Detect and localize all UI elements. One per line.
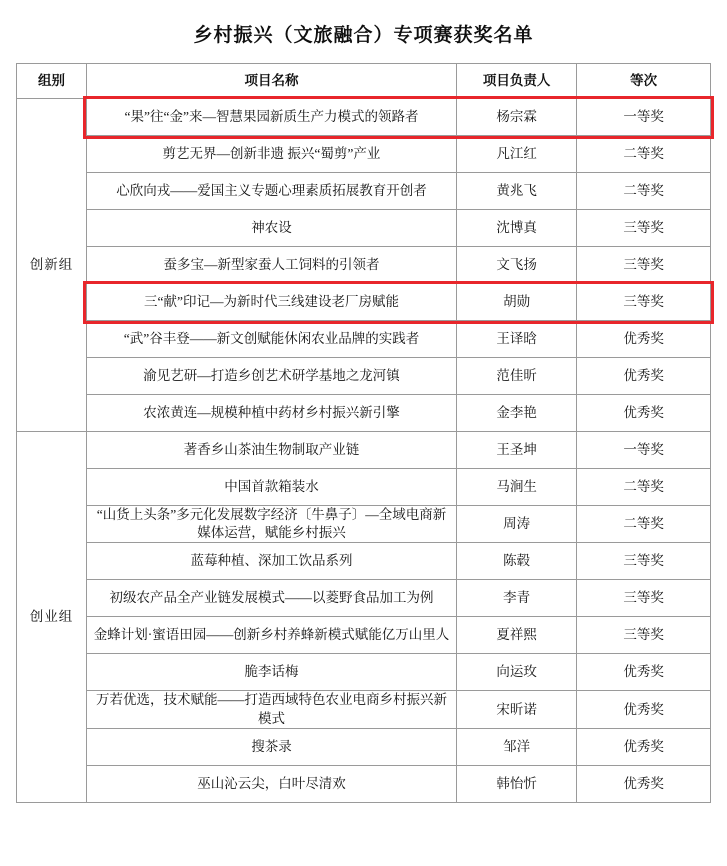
project-name: 神农设 (86, 210, 456, 247)
column-header-group: 组别 (17, 64, 87, 99)
project-name: 初级农产品全产业链发展模式——以菱野食品加工为例 (86, 580, 456, 617)
table-row (17, 469, 711, 506)
column-header-project: 项目名称 (86, 64, 456, 99)
group-cell-entrepreneurship: 创业组 (17, 432, 87, 803)
group-cell-innovation: 创新组 (17, 99, 87, 432)
project-leader: 范佳昕 (457, 358, 577, 395)
table-row (17, 765, 711, 802)
project-leader: 陈毂 (457, 543, 577, 580)
award-level: 三等奖 (577, 284, 711, 321)
award-level: 三等奖 (577, 543, 711, 580)
project-name: 三“献”印记—为新时代三线建设老厂房赋能 (86, 284, 456, 321)
award-level: 三等奖 (577, 210, 711, 247)
project-name: 著香乡山茶油生物制取产业链 (86, 432, 456, 469)
award-level: 三等奖 (577, 617, 711, 654)
project-leader: 宋昕诺 (457, 691, 577, 728)
project-name: “山货上头条”多元化发展数字经济〔牛鼻子〕—全域电商新媒体运营，赋能乡村振兴 (86, 506, 456, 543)
project-leader: 韩怡忻 (457, 765, 577, 802)
award-level: 优秀奖 (577, 395, 711, 432)
table-row (17, 506, 711, 543)
project-name: 渝见艺研—打造乡创艺术研学基地之龙河镇 (86, 358, 456, 395)
table-row (17, 284, 711, 321)
award-list-table (16, 63, 711, 803)
award-level: 优秀奖 (577, 358, 711, 395)
project-name: 心欣向戎——爱国主义专题心理素质拓展教育开创者 (86, 173, 456, 210)
project-name: 万若优选，技术赋能——打造西域特色农业电商乡村振兴新模式 (86, 691, 456, 728)
award-level: 优秀奖 (577, 728, 711, 765)
project-leader: 胡勋 (457, 284, 577, 321)
table-row (17, 728, 711, 765)
project-leader: 杨宗霖 (457, 99, 577, 136)
project-leader: 邹洋 (457, 728, 577, 765)
column-header-leader: 项目负责人 (457, 64, 577, 99)
project-leader: 周涛 (457, 506, 577, 543)
award-level: 一等奖 (577, 99, 711, 136)
project-leader: 凡江红 (457, 136, 577, 173)
project-name: 农浓黄连—规模种植中药材乡村振兴新引擎 (86, 395, 456, 432)
award-level: 优秀奖 (577, 691, 711, 728)
table-body (17, 99, 711, 803)
project-leader: 向运玫 (457, 654, 577, 691)
project-leader: 夏祥熙 (457, 617, 577, 654)
project-leader: 文飞扬 (457, 247, 577, 284)
table-row (17, 247, 711, 284)
project-name: 金蜂计划·蜜语田园——创新乡村养蜂新模式赋能亿万山里人 (86, 617, 456, 654)
project-name: 巫山沁云尖，白叶尽清欢 (86, 765, 456, 802)
table-row (17, 321, 711, 358)
project-leader: 李青 (457, 580, 577, 617)
award-level: 三等奖 (577, 580, 711, 617)
project-name: 蓝莓种植、深加工饮品系列 (86, 543, 456, 580)
table-row (17, 543, 711, 580)
project-name: 剪艺无界—创新非遗 振兴“蜀剪”产业 (86, 136, 456, 173)
project-leader: 沈博真 (457, 210, 577, 247)
table-row (17, 432, 711, 469)
award-level: 三等奖 (577, 247, 711, 284)
award-level: 优秀奖 (577, 654, 711, 691)
award-level: 二等奖 (577, 469, 711, 506)
award-level: 二等奖 (577, 506, 711, 543)
table-header (17, 64, 711, 99)
project-name: 中国首款箱装水 (86, 469, 456, 506)
project-name: “果”往“金”来—智慧果园新质生产力模式的领路者 (86, 99, 456, 136)
project-leader: 黄兆飞 (457, 173, 577, 210)
table-row (17, 136, 711, 173)
table-row (17, 617, 711, 654)
project-name: 脆李话梅 (86, 654, 456, 691)
award-level: 优秀奖 (577, 765, 711, 802)
table-row (17, 210, 711, 247)
project-leader: 王译晗 (457, 321, 577, 358)
table-header-row (17, 64, 711, 99)
project-name: 搜茶录 (86, 728, 456, 765)
project-name: “武”谷丰登——新文创赋能休闲农业品牌的实践者 (86, 321, 456, 358)
table-row (17, 99, 711, 136)
page-title: 乡村振兴（文旅融合）专项赛获奖名单 (193, 25, 534, 46)
award-level: 一等奖 (577, 432, 711, 469)
award-level: 二等奖 (577, 173, 711, 210)
award-level: 二等奖 (577, 136, 711, 173)
table-row (17, 580, 711, 617)
project-leader: 金李艳 (457, 395, 577, 432)
table-row (17, 654, 711, 691)
table-row (17, 691, 711, 728)
column-header-level: 等次 (577, 64, 711, 99)
table-row (17, 395, 711, 432)
table-row (17, 173, 711, 210)
project-leader: 马涧生 (457, 469, 577, 506)
table-row (17, 358, 711, 395)
project-leader: 王圣坤 (457, 432, 577, 469)
project-name: 蚕多宝—新型家蚕人工饲料的引领者 (86, 247, 456, 284)
award-level: 优秀奖 (577, 321, 711, 358)
